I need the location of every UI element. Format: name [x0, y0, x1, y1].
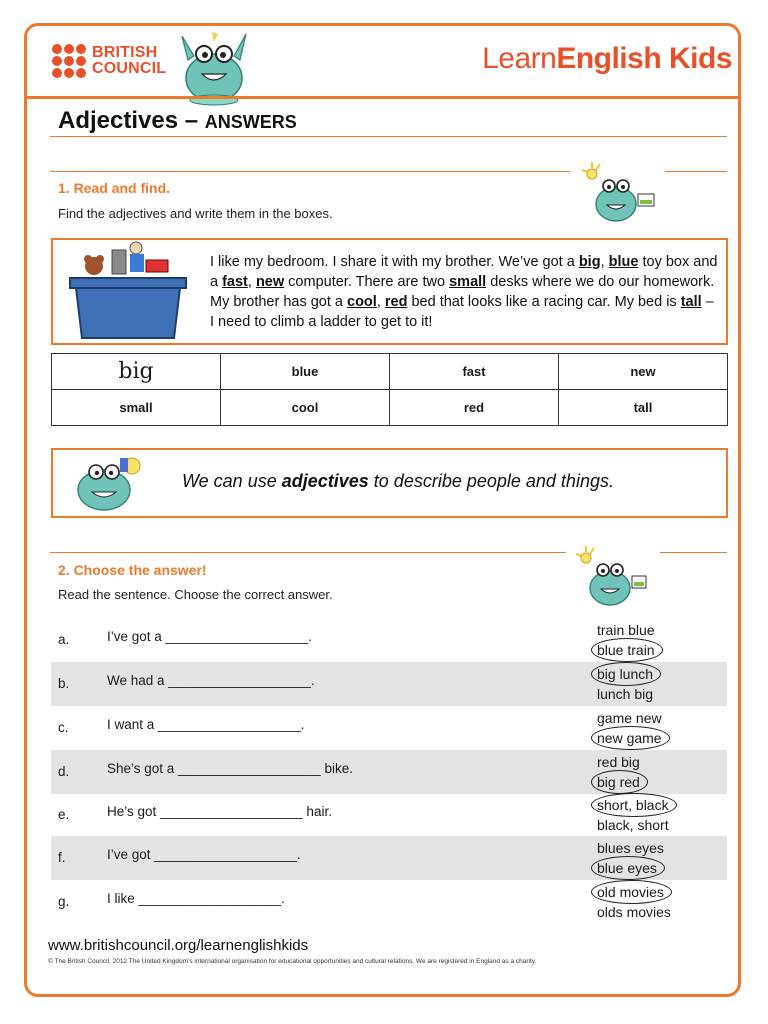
logo-line-1: BRITISH — [92, 44, 158, 61]
answer-option[interactable]: olds movies — [597, 904, 671, 920]
question-row — [51, 706, 727, 750]
question-text: She’s got a ___________________ bike. — [107, 761, 353, 776]
reading-paragraph — [210, 252, 720, 332]
adjective-answer: red — [384, 294, 408, 310]
page-title: Adjectives – ANSWERS — [58, 107, 297, 134]
question-letter: a. — [58, 632, 70, 647]
answer-cell: fast — [390, 354, 559, 390]
circled-answer-option[interactable]: blue train — [597, 642, 655, 658]
circled-answer-option[interactable]: big lunch — [597, 666, 654, 682]
paragraph-text: I like my bedroom. I share it with my brother. We’ve got a — [210, 254, 579, 270]
paragraph-text: , — [376, 294, 385, 310]
paragraph-text: , — [247, 274, 256, 290]
logo-dots-icon — [52, 44, 86, 78]
answer-options — [597, 838, 664, 878]
answer-option[interactable]: game new — [597, 710, 662, 726]
adjective-answer: cool — [347, 294, 377, 310]
question-row — [51, 793, 727, 837]
answer-option[interactable]: black, short — [597, 817, 669, 833]
question-row — [51, 662, 727, 706]
question-text: I like ___________________. — [107, 891, 285, 906]
toy-box-icon — [66, 240, 190, 340]
section1-title: 1. Read and find. — [58, 180, 171, 196]
note-text: We can use adjectives to describe people and things. — [182, 471, 614, 491]
paragraph-text: desks where we do our homework. My brother has got a — [210, 274, 715, 310]
mascot-reading-icon — [578, 160, 662, 228]
section2-rule-right — [660, 552, 727, 553]
answer-option[interactable]: red big — [597, 754, 640, 770]
question-text: I want a ___________________. — [107, 717, 305, 732]
answer-table — [51, 353, 728, 426]
question-row — [51, 880, 727, 924]
question-letter: g. — [58, 894, 70, 909]
question-letter: b. — [58, 676, 70, 691]
learnenglish-kids-logo: LearnEnglish Kids — [482, 42, 732, 75]
mascot-header-icon — [172, 28, 256, 106]
question-text: I’ve got a ___________________. — [107, 629, 312, 644]
answer-options — [597, 620, 655, 660]
circled-answer-option[interactable]: big red — [597, 774, 640, 790]
answer-cell: red — [390, 390, 559, 426]
answer-cell: small — [52, 390, 221, 426]
answer-options — [597, 882, 671, 922]
answer-cell: new — [559, 354, 728, 390]
adjective-answer: fast — [222, 274, 248, 290]
section1-instruction: Find the adjectives and write them in the boxes. — [58, 206, 333, 221]
answer-cell: blue — [221, 354, 390, 390]
answer-options — [597, 708, 662, 748]
answer-cell: cool — [221, 390, 390, 426]
answer-option[interactable]: train blue — [597, 622, 655, 638]
paragraph-text: toy box and a — [210, 254, 718, 290]
adjective-answer: blue — [608, 254, 639, 270]
logo-line-2: COUNCIL — [92, 60, 167, 77]
question-text: He’s got ___________________ hair. — [107, 804, 332, 819]
answer-options — [597, 752, 640, 792]
title-rule — [50, 136, 727, 137]
answer-options — [597, 795, 669, 835]
answer-options — [597, 664, 653, 704]
adjective-answer: small — [449, 274, 487, 290]
mascot-choose-icon — [572, 544, 654, 610]
answer-option[interactable]: blues eyes — [597, 840, 664, 856]
circled-answer-option[interactable]: old movies — [597, 884, 664, 900]
question-row — [51, 618, 727, 662]
answer-cell: tall — [559, 390, 728, 426]
section2-title: 2. Choose the answer! — [58, 562, 207, 578]
paragraph-text: , — [600, 254, 609, 270]
question-letter: f. — [58, 850, 66, 865]
answer-option[interactable]: lunch big — [597, 686, 654, 702]
mascot-note-icon — [70, 452, 158, 514]
paragraph-text: bed that looks like a racing car. My bed is — [407, 294, 681, 310]
paragraph-text: computer. There are two — [284, 274, 450, 290]
section1-rule-left — [50, 171, 570, 172]
section2-rule-left — [50, 552, 566, 553]
section2-instruction: Read the sentence. Choose the correct answer. — [58, 587, 333, 602]
circled-answer-option[interactable]: short, black — [597, 797, 669, 813]
question-text: We had a ___________________. — [107, 673, 315, 688]
question-row — [51, 750, 727, 794]
circled-answer-option[interactable]: blue eyes — [597, 860, 657, 876]
adjective-answer: new — [255, 274, 285, 290]
footer-url: www.britishcouncil.org/learnenglishkids — [48, 937, 309, 954]
section1-rule-right — [665, 171, 727, 172]
header-divider — [26, 96, 739, 99]
footer-copyright: © The British Council, 2012 The United Kingdom’s international organisation for educational opportunities and cultural relations. We are registered in England as a charity. — [48, 958, 537, 965]
question-letter: c. — [58, 720, 69, 735]
adjective-answer: tall — [680, 294, 702, 310]
answer-cell: big — [52, 354, 221, 390]
question-row — [51, 836, 727, 880]
question-letter: e. — [58, 807, 70, 822]
british-council-logo — [52, 44, 166, 78]
circled-answer-option[interactable]: new game — [597, 730, 662, 746]
question-letter: d. — [58, 764, 70, 779]
paragraph-text: – I need to climb a ladder to get to it! — [210, 294, 714, 330]
question-text: I’ve got ___________________. — [107, 847, 301, 862]
table-row — [52, 390, 728, 426]
table-row — [52, 354, 728, 390]
adjective-answer: big — [578, 254, 601, 270]
